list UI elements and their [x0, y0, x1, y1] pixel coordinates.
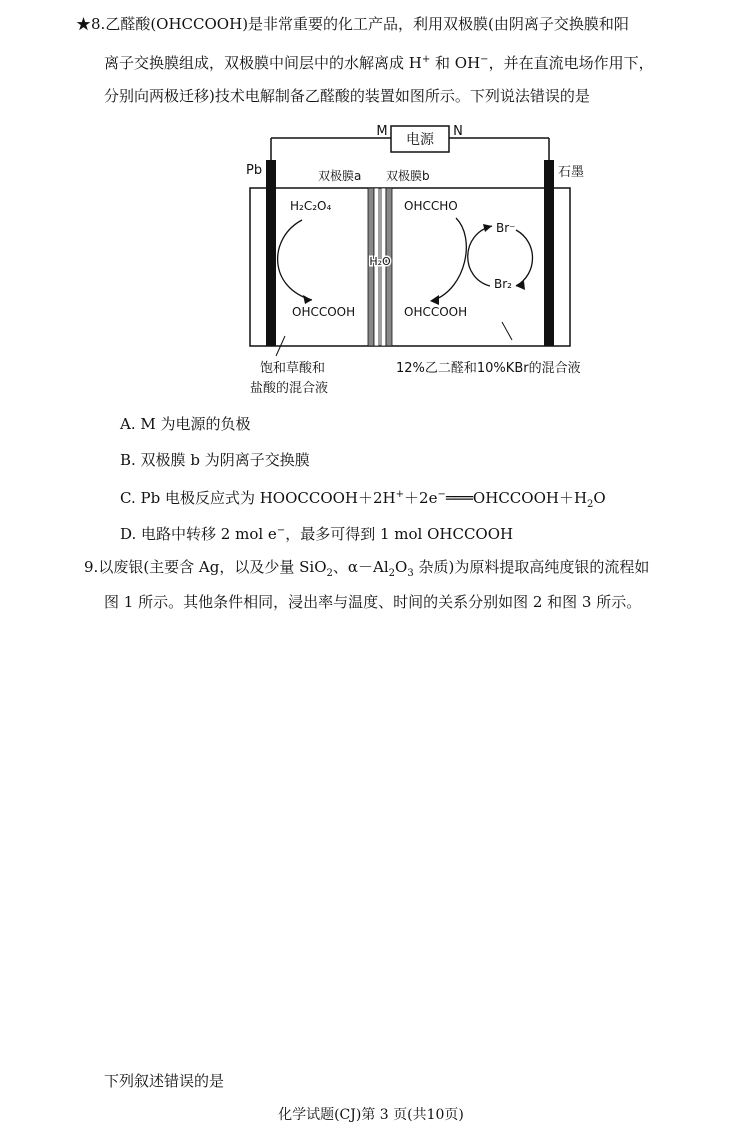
q8-number: 8. [91, 15, 106, 33]
option-b-text: B. 双极膜 b 为阴离子交换膜 [120, 451, 310, 469]
q8-text-2c: ，并在直流电场作用下， [488, 54, 654, 72]
q9-sub-2: 2 [388, 568, 396, 579]
option-d-text-a: D. 电路中转移 2 mol e [120, 525, 277, 543]
option-c-sub: 2 [587, 499, 594, 510]
q9-text-1c: O [395, 558, 408, 576]
q8-line-3 [104, 86, 590, 106]
q9-prompt [104, 1071, 224, 1091]
oh-minus-sup: − [480, 54, 489, 65]
glyoxal-label: OHCCHO [404, 199, 458, 213]
page-footer: 化学试题(CJ)第 3 页(共10页) [278, 1107, 464, 1123]
left-solution-label-1: 饱和草酸和 [260, 361, 326, 376]
terminal-n: N [453, 124, 463, 139]
star-icon: ★ [76, 15, 92, 33]
q8-line-1 [76, 14, 629, 34]
q9-line-2 [104, 592, 641, 612]
option-d-text-b: ，最多可得到 1 mol OHCCOOH [285, 525, 514, 543]
h-plus-sup: + [421, 54, 431, 65]
q8-text-3: 分别向两极迁移)技术电解制备乙醛酸的装置如图所示。下列说法错误的是 [104, 87, 590, 105]
terminal-m: M [376, 124, 388, 139]
bromide-label: Br⁻ [496, 221, 516, 235]
left-product-label: OHCCOOH [292, 305, 356, 319]
option-c-text-c: ═══OHCCOOH＋H [445, 489, 588, 507]
option-a-text: A. M 为电源的负极 [120, 415, 251, 433]
bromine-label: Br₂ [494, 277, 512, 291]
q8-text-2b: 和 OH [430, 54, 481, 72]
water-label: H₂O [369, 255, 391, 268]
electrolysis-diagram [240, 118, 585, 398]
q9-text-1b: 、α－Al [332, 558, 389, 576]
membrane-a-label: 双极膜a [318, 169, 362, 183]
option-b [120, 450, 310, 470]
oxalic-acid-label: H₂C₂O₄ [290, 199, 332, 213]
q9-text-1a: 以废银(主要含 Ag，以及少量 SiO [98, 558, 327, 576]
pb-electrode [266, 160, 276, 346]
option-a [120, 414, 251, 434]
q8-line-2 [104, 50, 654, 73]
membrane-b-label: 双极膜b [386, 169, 430, 183]
q9-number: 9. [84, 558, 99, 576]
option-c-text-d: O [593, 489, 606, 507]
option-c-sup-1: + [395, 489, 405, 500]
left-solution-label-2: 盐酸的混合液 [250, 381, 329, 396]
power-label: 电源 [406, 132, 434, 148]
right-product-label: OHCCOOH [404, 305, 468, 319]
option-c-text-a: C. Pb 电极反应式为 HOOCCOOH＋2H [120, 489, 396, 507]
q8-text-2a: 离子交换膜组成，双极膜中间层中的水解离成 H [104, 54, 422, 72]
graphite-electrode [544, 160, 554, 346]
option-c-text-b: ＋2e [404, 489, 438, 507]
option-c-sup-2: − [437, 489, 446, 500]
q9-sub-3: 3 [407, 568, 414, 579]
graphite-label: 石墨 [558, 165, 585, 180]
option-d-sup: − [276, 525, 286, 536]
option-c [120, 485, 606, 515]
q9-sub-1: 2 [326, 568, 333, 579]
q9-text-1d: 杂质)为原料提取高纯度银的流程如 [413, 558, 650, 576]
q9-text-2: 图 1 所示。其他条件相同，浸出率与温度、时间的关系分别如图 2 和图 3 所示。 [104, 593, 642, 611]
option-d [120, 521, 513, 544]
q9-prompt-text: 下列叙述错误的是 [104, 1072, 225, 1090]
q9-line-1 [84, 557, 649, 584]
pb-label: Pb [246, 163, 263, 178]
q8-text-1: 乙醛酸(OHCCOOH)是非常重要的化工产品，利用双极膜(由阴离子交换膜和阳 [105, 15, 629, 33]
right-solution-label: 12%乙二醛和10%KBr的混合液 [396, 361, 581, 376]
